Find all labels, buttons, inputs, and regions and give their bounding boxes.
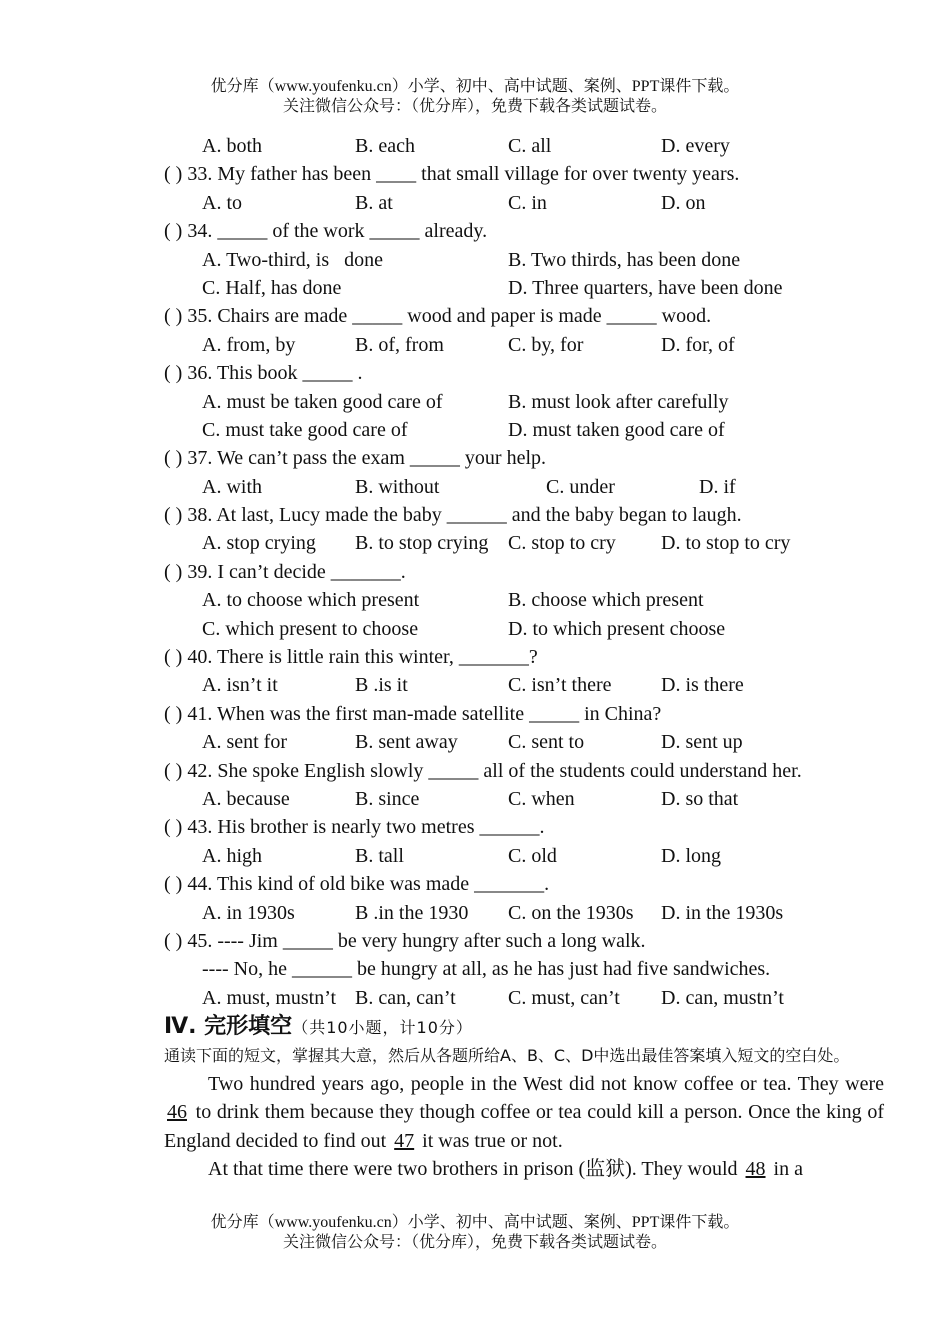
q43-option-a: A. high [202,844,262,867]
q37-option-c: C. under [546,475,615,498]
q45-option-d: D. can, mustn’t [661,986,784,1009]
cloze-passage [164,1070,884,1184]
cloze-section [164,1012,884,1184]
section-title-sub: （共10小题，计10分） [292,1018,473,1037]
q38-stem: ( ) 38. At last, Lucy made the baby ______ and the baby began to laugh. [164,504,742,527]
section-title [164,1012,884,1042]
q35-option-b: B. of, from [355,333,444,356]
q39-option-b: B. choose which present [508,589,704,612]
q34-option-a: A. Two-third, is done [202,248,383,271]
q37-stem: ( ) 37. We can’t pass the exam _____ your help. [164,447,547,470]
q44-option-c: C. on the 1930s [508,901,634,924]
q36-option-a: A. must be taken good care of [202,390,443,413]
q40-option-d: D. is there [661,674,744,697]
q43-option-d: D. long [661,844,721,867]
q44-stem: ( ) 44. This kind of old bike was made _______. [164,873,550,896]
q39-options-ab [164,586,884,614]
q45-option-c: C. must, can’t [508,986,620,1009]
p1-text-1: Two hundred years ago, people in the West did not know coffee or tea. They were [208,1073,884,1095]
q43-stem: ( ) 43. His brother is nearly two metres ______. [164,816,545,839]
q42-stem: ( ) 42. She spoke English slowly _____ all of the students could understand her. [164,759,802,782]
q32-option-c: C. all [508,135,552,157]
q35-option-c: C. by, for [508,333,584,356]
blank-47: 47 [394,1129,415,1152]
q34-stem: ( ) 34. _____ of the work _____ already. [164,220,488,243]
q43-option-c: C. old [508,844,557,867]
q32-option-a: A. both [202,135,262,157]
q39-option-d: D. to which present choose [508,617,726,640]
section-instruction: 通读下面的短文，掌握其大意，然后从各题所给A、B、C、D中选出最佳答案填入短文的空白处。 [164,1046,850,1065]
q41-options [164,728,884,756]
q36-options-ab [164,388,884,416]
q40-option-b: B .is it [355,674,408,697]
q40-option-c: C. isn’t there [508,674,612,697]
q44-options [164,899,884,927]
q44-option-a: A. in 1930s [202,901,295,924]
header-line-2: 关注微信公众号：（优分库），免费下载各类试题试卷。 [282,98,667,115]
q41-option-d: D. sent up [661,731,743,754]
header-line-1: 优分库（www.youfenku.cn）小学、初中、高中试题、案例、PPT课件下载。 [210,78,740,95]
q38-options [164,529,884,557]
q33-stem: ( ) 33. My father has been ____ that small village for over twenty years. [164,163,740,186]
q36-option-d: D. must taken good care of [508,418,725,441]
p1-text-2: to drink them because they though coffee or tea could kill a person. Once the king of England decided to find out [164,1101,884,1152]
q34-options-cd [164,274,884,302]
q36-option-c: C. must take good care of [202,418,408,441]
q45-stem: ( ) 45. ---- Jim _____ be very hungry after such a long walk. [164,929,646,952]
q33-option-b: B. at [355,191,393,214]
q32-options [164,132,884,160]
q38-option-c: C. stop to cry [508,532,616,555]
q32-option-b: B. each [355,135,415,157]
q45-options [164,984,884,1012]
p1-text-3: it was true or not. [422,1129,563,1152]
q33-option-c: C. in [508,191,547,214]
q41-option-b: B. sent away [355,731,458,754]
q44-option-b: B .in the 1930 [355,901,469,924]
q37-option-a: A. with [202,475,262,498]
q43-options [164,842,884,870]
q43-option-b: B. tall [355,844,404,867]
q42-option-a: A. because [202,787,290,810]
q38-option-a: A. stop crying [202,532,316,555]
p2-text-2: in a [773,1158,803,1181]
q42-options [164,785,884,813]
q39-option-a: A. to choose which present [202,589,420,612]
q33-option-d: D. on [661,191,706,214]
passage-paragraph-1 [164,1070,884,1155]
q36-stem: ( ) 36. This book _____ . [164,362,363,385]
q42-option-b: B. since [355,787,420,810]
q39-option-c: C. which present to choose [202,617,419,640]
q37-option-b: B. without [355,475,440,498]
blank-48: 48 [745,1158,766,1181]
blank-46: 46 [167,1101,187,1124]
q35-options [164,331,884,359]
q44-option-d: D. in the 1930s [661,901,784,924]
q34-option-c: C. Half, has done [202,276,342,299]
page-footer [0,1213,950,1253]
q34-option-d: D. Three quarters, have been done [508,276,783,299]
q33-options [164,189,884,217]
q45-reply: ---- No, he ______ be hungry at all, as he has just had five sandwiches. [202,958,771,981]
p2-text-1: At that time there were two brothers in prison (监狱). They would [208,1158,738,1181]
q41-option-a: A. sent for [202,731,287,754]
page-header [0,77,950,117]
q42-option-c: C. when [508,787,575,810]
q36-options-cd [164,416,884,444]
q41-stem: ( ) 41. When was the first man-made satellite _____ in China? [164,702,662,725]
q32-option-d: D. every [661,135,730,157]
q33-option-a: A. to [202,191,242,214]
q38-option-d: D. to stop to cry [661,532,791,555]
q34-options-ab [164,246,884,274]
multiple-choice-questions [164,132,884,1012]
q35-option-d: D. for, of [661,333,735,356]
section-title-main: Ⅳ. 完形填空 [164,1014,293,1039]
q45-option-a: A. must, mustn’t [202,986,337,1009]
q37-options [164,473,884,501]
q45-option-b: B. can, can’t [355,986,456,1009]
q38-option-b: B. to stop crying [355,532,489,555]
q39-stem: ( ) 39. I can’t decide _______. [164,560,406,583]
footer-line-1: 优分库（www.youfenku.cn）小学、初中、高中试题、案例、PPT课件下载。 [210,1214,740,1231]
q40-stem: ( ) 40. There is little rain this winter, _______? [164,646,538,669]
passage-paragraph-2 [164,1155,884,1183]
q36-option-b: B. must look after carefully [508,390,729,413]
q35-option-a: A. from, by [202,333,296,356]
q40-options [164,671,884,699]
q40-option-a: A. isn’t it [202,674,278,697]
q35-stem: ( ) 35. Chairs are made _____ wood and paper is made _____ wood. [164,305,712,328]
footer-line-2: 关注微信公众号：（优分库），免费下载各类试题试卷。 [282,1234,667,1251]
q34-option-b: B. Two thirds, has been done [508,248,741,271]
q42-option-d: D. so that [661,787,739,810]
q37-option-d: D. if [699,475,736,498]
q39-options-cd [164,615,884,643]
q41-option-c: C. sent to [508,731,585,754]
